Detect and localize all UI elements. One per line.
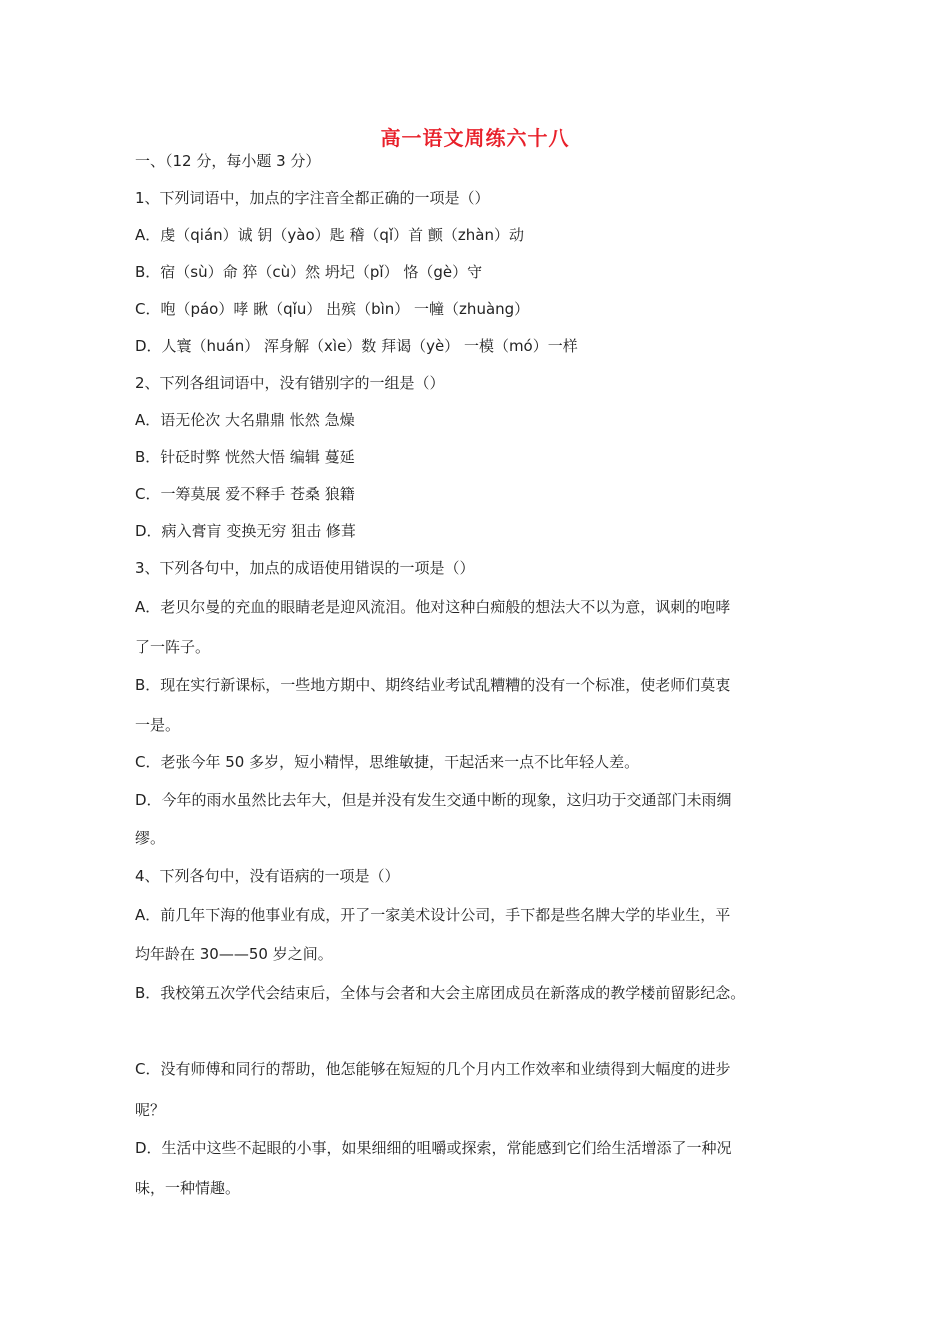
question-2-option-d: D．病入膏肓 变换无穷 狙击 修葺	[135, 522, 356, 540]
question-1-option-c: C．咆（páo）哮 瞅（qǐu） 出殡（bìn） 一幢（zhuàng）	[135, 300, 530, 318]
question-4-option-d-cont: 味，一种情趣。	[135, 1179, 241, 1197]
question-4-option-b: B．我校第五次学代会结束后，全体与会者和大会主席团成员在新落成的教学楼前留影纪念。	[135, 984, 746, 1002]
question-3-option-b: B．现在实行新课标，一些地方期中、期终结业考试乱糟糟的没有一个标准，使老师们莫衷	[135, 676, 731, 694]
question-4-option-d: D．生活中这些不起眼的小事，如果细细的咀嚼或探索，常能感到它们给生活增添了一种况	[135, 1139, 732, 1157]
question-4-option-a-cont: 均年龄在 30——50 岁之间。	[135, 945, 333, 963]
question-4-option-a: A．前几年下海的他事业有成，开了一家美术设计公司，手下都是些名牌大学的毕业生，平	[135, 906, 731, 924]
question-3-option-d-cont: 缪。	[135, 829, 166, 847]
question-2-option-b: B．针砭时弊 恍然大悟 编辑 蔓延	[135, 448, 355, 466]
question-1-option-d: D．人寰（huán） 浑身解（xìe）数 拜谒（yè） 一模（mó）一样	[135, 337, 578, 355]
question-2-stem: 2、下列各组词语中，没有错别字的一组是（）	[135, 374, 445, 392]
question-3-stem: 3、下列各句中，加点的成语使用错误的一项是（）	[135, 559, 475, 577]
question-2-option-a: A．语无伦次 大名鼎鼎 怅然 急燥	[135, 411, 355, 429]
question-2-option-c: C．一筹莫展 爱不释手 苍桑 狼籍	[135, 485, 355, 503]
question-3-option-a: A．老贝尔曼的充血的眼睛老是迎风流泪。他对这种白痴般的想法大不以为意，讽刺的咆哮	[135, 598, 731, 616]
question-4-stem: 4、下列各句中，没有语病的一项是（）	[135, 867, 400, 885]
section-header: 一、（12 分，每小题 3 分）	[135, 152, 321, 170]
question-3-option-a-cont: 了一阵子。	[135, 638, 211, 656]
question-4-option-c-cont: 呢？	[135, 1101, 166, 1119]
question-1-option-a: A．虔（qián）诚 钥（yào）匙 稽（qǐ）首 颤（zhàn）动	[135, 226, 524, 244]
question-1-stem: 1、下列词语中，加点的字注音全都正确的一项是（）	[135, 189, 490, 207]
question-3-option-d: D．今年的雨水虽然比去年大，但是并没有发生交通中断的现象，这归功于交通部门未雨绸	[135, 791, 732, 809]
question-3-option-c: C．老张今年 50 多岁，短小精悍，思维敏捷，干起活来一点不比年轻人差。	[135, 753, 640, 771]
question-3-option-b-cont: 一是。	[135, 716, 181, 734]
document-title: 高一语文周练六十八	[380, 126, 570, 150]
question-1-option-b: B．宿（sù）命 猝（cù）然 坍圮（pǐ） 恪（gè）守	[135, 263, 483, 281]
question-4-option-c: C．没有师傅和同行的帮助，他怎能够在短短的几个月内工作效率和业绩得到大幅度的进步	[135, 1060, 731, 1078]
